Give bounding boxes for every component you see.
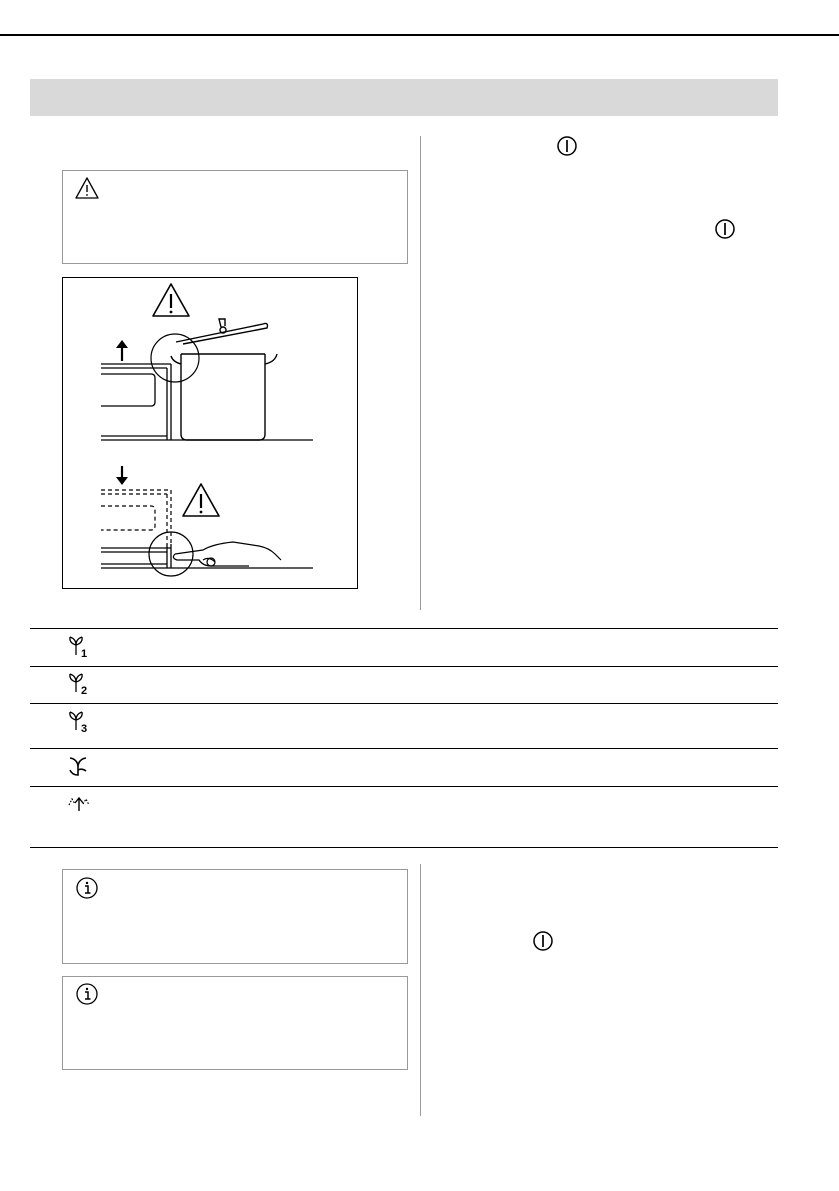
arrow-up-icon [116,340,128,361]
fan-speed-2-icon [66,671,92,697]
top-rule [0,34,839,36]
column-divider-top [420,136,421,610]
pinch-hazard-circle [151,334,199,382]
fan-speed-1-icon [66,634,92,660]
warning-triangle-icon [75,177,99,199]
on-off-icon [556,135,578,157]
warning-triangle-icon [153,284,189,316]
table-rule [30,628,778,629]
table-rule [30,748,778,749]
arrow-down-icon [116,466,128,485]
hand-drawing [173,542,281,566]
column-divider-bottom [420,864,421,1116]
svg-text:1: 1 [81,648,88,660]
fan-speed-3-icon [66,709,92,735]
info-box [62,976,408,1070]
info-box [62,869,408,964]
on-off-icon [714,218,736,240]
illustration-figure [62,277,358,589]
light-icon [66,791,92,817]
info-icon [75,876,99,900]
section-header-bar [30,79,778,116]
svg-text:3: 3 [81,723,88,735]
on-off-icon [532,930,554,952]
warning-box [62,170,408,264]
fan-boost-icon [66,754,92,780]
table-rule [30,666,778,667]
table-rule [30,847,778,848]
info-icon [75,982,99,1006]
lowering-panel-drawing [101,490,171,544]
svg-text:2: 2 [81,685,88,697]
warning-triangle-icon [183,484,219,516]
raised-panel-drawing [101,364,313,440]
table-rule [30,786,778,787]
table-rule [30,703,778,704]
